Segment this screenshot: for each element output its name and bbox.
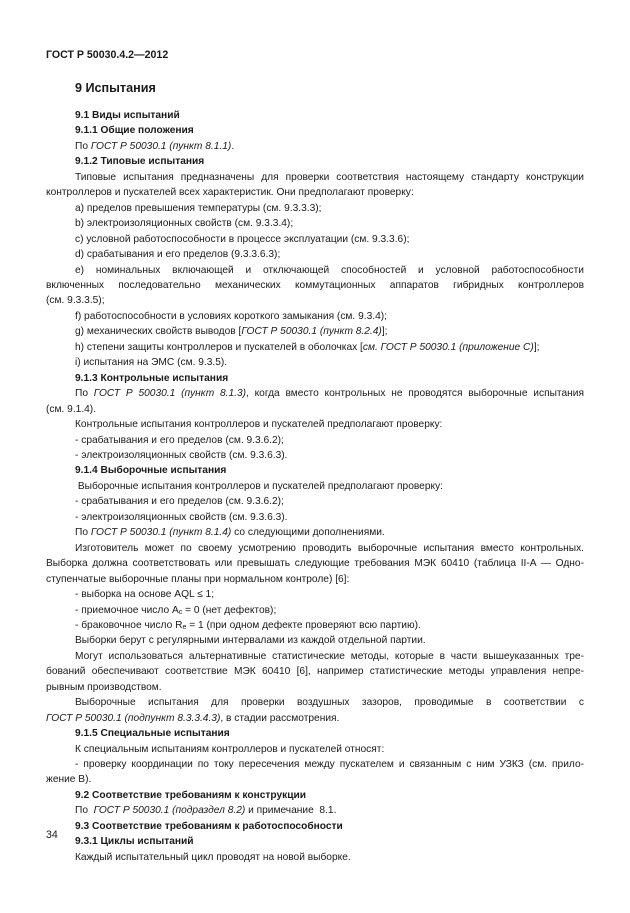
page-number: 34 bbox=[46, 829, 58, 841]
paragraph-9-1-1: По ГОСТ Р 50030.1 (пункт 8.1.1). bbox=[75, 140, 235, 152]
list-item-aql: - выборка на основе AQL ≤ 1; bbox=[75, 589, 215, 601]
page-content bbox=[46, 80, 584, 865]
heading-9-1-4: 9.1.4 Выборочные испытания bbox=[75, 465, 227, 477]
heading-9-3: 9.3 Соответствие требованиям к работоспособности bbox=[75, 820, 343, 832]
reference-gost: ГОСТ Р 50030.1 (подпункт 8.3.3.4.3) bbox=[46, 712, 221, 724]
paragraph-clearance-tests-line-2: ГОСТ Р 50030.1 (подпункт 8.3.3.4.3), в стадии рассмотрения. bbox=[46, 712, 340, 724]
paragraph-routine-tests-line-2: (см. 9.1.4). bbox=[46, 403, 97, 415]
paragraph-sampling-scope: Выборочные испытания контроллеров и пускателей предполагают проверку: bbox=[75, 480, 444, 492]
list-item-d: d) срабатывания и его пределов (9.3.3.6.3); bbox=[75, 249, 281, 261]
list-item-e-line-1: e) номинальных включающей и отключающей способностей и условной работоспособности bbox=[75, 264, 584, 276]
list-item-g: g) механических свойств выводов [ГОСТ Р 50030.1 (пункт 8.2.4)]; bbox=[75, 326, 388, 338]
reference-gost: см. ГОСТ Р 50030.1 (приложение C) bbox=[362, 341, 534, 353]
list-item-b: b) электроизоляционных свойств (см. 9.3.3.4); bbox=[75, 218, 294, 230]
reference-gost: ГОСТ Р 50030.1 (пункт 8.2.4) bbox=[241, 326, 382, 338]
paragraph-routine-tests-line-1: По ГОСТ Р 50030.1 (пункт 8.1.3), когда вместо контрольных не проводятся выборочные испытания bbox=[75, 388, 584, 400]
reference-gost: ГОСТ Р 50030.1 (пункт 8.1.3) bbox=[93, 388, 246, 400]
section-9-title: 9 Испытания bbox=[75, 81, 156, 95]
list-item-sampling-2: - электроизоляционных свойств (см. 9.3.6.3). bbox=[75, 511, 288, 523]
list-item-acceptance-number: - приемочное число $A_c = 0$ (нет дефектов); bbox=[75, 604, 277, 616]
paragraph-manufacturer-line-1: Изготовитель может по своему усмотрению проводить выборочные испытания вместо контрольных. bbox=[75, 542, 584, 554]
paragraph-special-tests: К специальным испытаниям контроллеров и пускателей относят: bbox=[75, 743, 385, 755]
list-item-rejection-number: - браковочное число $R_e = 1$ (при одном дефекте проверяют всю партию). bbox=[75, 619, 421, 631]
heading-9-3-1: 9.3.1 Циклы испытаний bbox=[75, 836, 194, 848]
list-item-f: f) работоспособности в условиях короткого замыкания (см. 9.3.4); bbox=[75, 310, 387, 322]
heading-9-1: 9.1 Виды испытаний bbox=[75, 110, 180, 121]
paragraph-alternative-methods-line-3: рывным производством. bbox=[46, 681, 162, 693]
list-item-i: i) испытания на ЭМС (см. 9.3.5). bbox=[75, 357, 228, 369]
list-item-e-line-3: (см. 9.3.3.5); bbox=[46, 295, 105, 307]
list-item-routine-1: - срабатывания и его пределов (см. 9.3.6.2); bbox=[75, 434, 284, 446]
document-id-header: ГОСТ Р 50030.4.2—2012 bbox=[46, 49, 169, 61]
paragraph-manufacturer-line-2: Выборка должна соответствовать или превышать следующие требования МЭК 60410 (таблица II-A — Одно- bbox=[46, 558, 584, 570]
paragraph-sampling-reference: По ГОСТ Р 50030.1 (пункт 8.1.4) со следующими дополнениями. bbox=[75, 527, 385, 539]
paragraph-clearance-tests-line-1: Выборочные испытания для проверки воздушных зазоров, проводимые в соответствии с bbox=[75, 697, 584, 709]
reference-gost: ГОСТ Р 50030.1 (пункт 8.1.4) bbox=[90, 527, 232, 539]
paragraph-alternative-methods-line-1: Могут использоваться альтернативные статистические методы, которые в части вышеуказанных тре- bbox=[75, 650, 584, 662]
paragraph-type-tests-line-2: контроллеров и пускателей всех характеристик. Они предполагают проверку: bbox=[46, 187, 414, 199]
reference-gost: ГОСТ Р 50030.1 (подраздел 8.2) bbox=[93, 805, 246, 817]
heading-9-1-1: 9.1.1 Общие положения bbox=[75, 125, 194, 137]
paragraph-manufacturer-line-3: ступенчатые выборочные планы при нормальном контроле) [6]: bbox=[46, 573, 350, 585]
paragraph-type-tests-line-1: Типовые испытания предназначены для проверки соответствия настоящему стандарту конструкции bbox=[75, 171, 584, 183]
paragraph-alternative-methods-line-2: бований обеспечивают соответствие МЭК 60410 [6], например статистические методы управления непре- bbox=[46, 666, 584, 678]
heading-9-1-2: 9.1.2 Типовые испытания bbox=[75, 156, 205, 168]
paragraph-9-2: По ГОСТ Р 50030.1 (подраздел 8.2) и примечание 8.1. bbox=[75, 805, 337, 817]
paragraph-9-3-1: Каждый испытательный цикл проводят на новой выборке. bbox=[75, 851, 351, 863]
paragraph-routine-tests-scope: Контрольные испытания контроллеров и пускателей предполагают проверку: bbox=[75, 419, 443, 431]
list-item-c: c) условной работоспособности в процессе эксплуатации (см. 9.3.3.6); bbox=[75, 233, 410, 245]
paragraph-samples-taken: Выборки берут с регулярными интервалами из каждой отдельной партии. bbox=[75, 635, 426, 647]
list-item-special-1-line-1: - проверку координации по току пересечения между пускателем и связанным с ним УЗКЗ (см. прило- bbox=[75, 759, 584, 771]
list-item-sampling-1: - срабатывания и его пределов (см. 9.3.6.2); bbox=[75, 496, 284, 508]
heading-9-1-5: 9.1.5 Специальные испытания bbox=[75, 728, 230, 740]
heading-9-1-3: 9.1.3 Контрольные испытания bbox=[75, 372, 229, 384]
list-item-a: a) пределов превышения температуры (см. 9.3.3.3); bbox=[75, 202, 322, 214]
list-item-special-1-line-2: жение B). bbox=[46, 774, 92, 786]
list-item-h: h) степени защиты контроллеров и пускателей в оболочках [см. ГОСТ Р 50030.1 (приложение C)]; bbox=[75, 341, 540, 353]
reference-gost: ГОСТ Р 50030.1 (пункт 8.1.1) bbox=[90, 140, 232, 152]
list-item-routine-2: - электроизоляционных свойств (см. 9.3.6.3). bbox=[75, 449, 288, 461]
list-item-e-line-2: включенных последовательно механических коммутационных аппаратов гибридных контроллеров bbox=[46, 279, 584, 291]
heading-9-2: 9.2 Соответствие требованиям к конструкции bbox=[75, 789, 307, 801]
